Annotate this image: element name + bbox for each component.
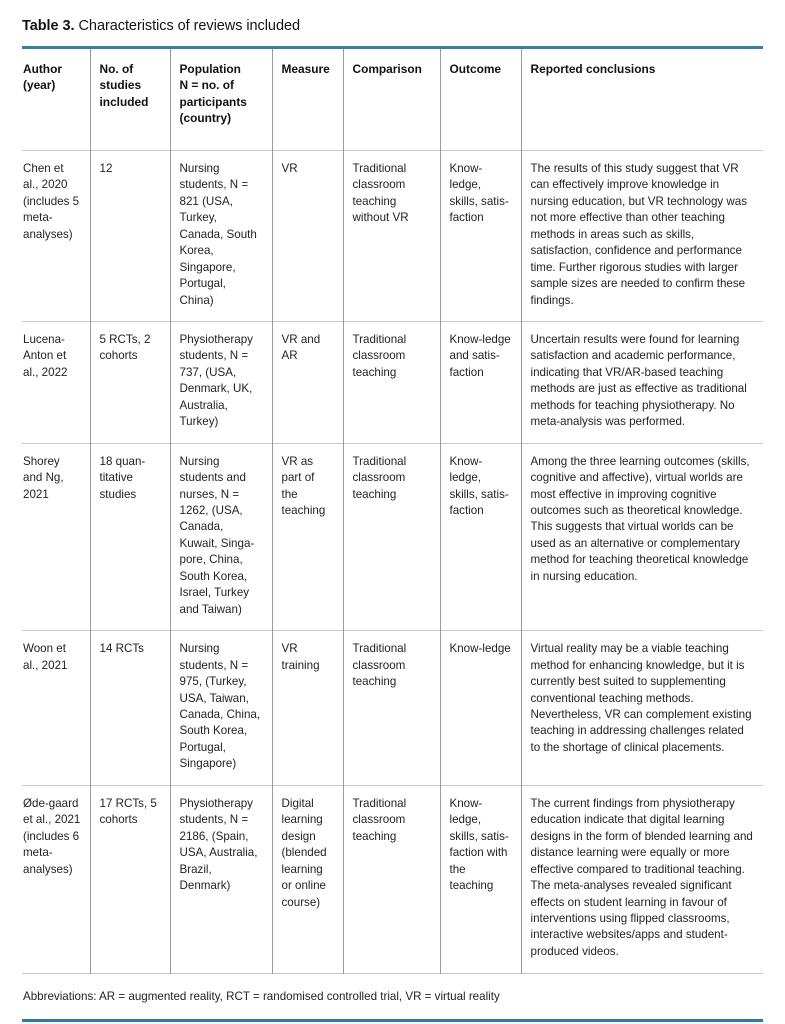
table-row xyxy=(22,321,763,443)
table-row xyxy=(22,150,763,321)
table-caption xyxy=(22,0,763,35)
cell-studies: 12 xyxy=(90,150,170,321)
cell-outcome: Know-ledge, skills, satis-faction xyxy=(440,150,521,321)
header-line: Population xyxy=(179,62,241,77)
table-caption-label: Table 3. xyxy=(22,18,75,34)
cell-population: Nursing students, N = 975, (Turkey, USA, Taiwan, Canada, China, South Korea, Portugal, Singapore) xyxy=(170,631,272,786)
column-header-measure xyxy=(272,49,343,150)
cell-author: Lucena-Anton et al., 2022 xyxy=(23,332,68,379)
cell-population: Nursing students and nurses, N = 1262, (USA, Canada, Kuwait, Singa-pore, China, South Korea, Israel, Turkey and Taiwan) xyxy=(170,443,272,631)
cell-studies: 17 RCTs, 5 cohorts xyxy=(90,785,170,974)
header-line: (year) xyxy=(23,78,56,93)
header-line: participants xyxy=(179,94,247,109)
cell-conclusions: Virtual reality may be a viable teaching method for enhancing knowledge, but it is currently best suited to supplementing conventional teaching methods. Nevertheless, VR can complement existing teaching in addressing challenges related to the shortage of clinical placements. xyxy=(521,631,763,786)
cell-conclusions: Among the three learning outcomes (skills, cognitive and affective), virtual worlds are most effective in improving cognitive outcomes such as theoretical knowledge. This suggests that virtual worlds can be used as an alternative or complementary method for teaching theoretical knowledge in nursing education. xyxy=(521,443,763,631)
cell-measure: VR training xyxy=(272,631,343,786)
table-row xyxy=(22,631,763,786)
header-line: Author xyxy=(23,62,62,77)
table-body xyxy=(22,150,763,973)
cell-conclusions: Uncertain results were found for learning satisfaction and academic performance, indicating that VR/AR-based teaching methods are just as effective as traditional methods for teaching physiotherapy. No meta-analysis was performed. xyxy=(521,321,763,443)
cell-comparison: Traditional classroom teaching xyxy=(343,321,440,443)
header-line: (country) xyxy=(179,110,232,125)
cell-population: Physiotherapy students, N = 2186, (Spain, USA, Australia, Brazil, Denmark) xyxy=(170,785,272,974)
cell-outcome: Know-ledge and satis-faction xyxy=(440,321,521,443)
cell-comparison: Traditional classroom teaching xyxy=(343,631,440,786)
column-header-conclusions xyxy=(521,49,763,150)
cell-author: Chen et al., 2020 (includes 5 meta-analyses) xyxy=(23,161,80,241)
header-line: No. of xyxy=(99,62,134,77)
cell-measure: VR as part of the teaching xyxy=(272,443,343,631)
table-row xyxy=(22,443,763,631)
table-header-row xyxy=(22,49,763,150)
header-line: studies xyxy=(99,78,142,93)
cell-population: Nursing students, N = 821 (USA, Turkey, Canada, South Korea, Singapore, Portugal, China) xyxy=(170,150,272,321)
column-header-studies xyxy=(90,49,170,150)
table-footnote-abbreviations: Abbreviations: AR = augmented reality, RCT = randomised controlled trial, VR = virtual reality xyxy=(23,990,500,1004)
cell-measure: VR and AR xyxy=(272,321,343,443)
header-line: Reported conclusions xyxy=(530,62,656,77)
cell-measure: VR xyxy=(272,150,343,321)
cell-author: Shorey and Ng, 2021 xyxy=(23,454,64,501)
cell-studies: 14 RCTs xyxy=(90,631,170,786)
cell-outcome: Know-ledge, skills, satis-faction with the teaching xyxy=(440,785,521,974)
table-caption-text: Characteristics of reviews included xyxy=(74,18,300,34)
cell-comparison: Traditional classroom teaching xyxy=(343,443,440,631)
cell-measure: Digital learning design (blended learning or online course) xyxy=(272,785,343,974)
header-line: Comparison xyxy=(352,62,422,77)
cell-outcome: Know-ledge xyxy=(440,631,521,786)
cell-population: Physiotherapy students, N = 737, (USA, Denmark, UK, Australia, Turkey) xyxy=(170,321,272,443)
table-row xyxy=(22,785,763,974)
header-line: Measure xyxy=(281,62,330,77)
column-header-author xyxy=(22,49,90,150)
cell-comparison: Traditional classroom teaching xyxy=(343,785,440,974)
cell-studies: 18 quan-titative studies xyxy=(90,443,170,631)
cell-author: Woon et al., 2021 xyxy=(23,642,68,672)
table-header xyxy=(22,49,763,150)
cell-conclusions: The current findings from physiotherapy education indicate that digital learning designs in the form of blended learning and distance learning were equally or more effective compared to traditional teaching. The meta-analyses revealed significant effects on student learning in favour of interventions using flipped classrooms, interactive websites/apps and student-produced videos. xyxy=(521,785,763,974)
column-header-population xyxy=(170,49,272,150)
header-line: Outcome xyxy=(449,62,502,77)
column-header-comparison xyxy=(343,49,440,150)
characteristics-of-reviews-table xyxy=(22,49,763,974)
header-line: N = no. of xyxy=(179,78,234,93)
column-header-outcome xyxy=(440,49,521,150)
cell-outcome: Know-ledge, skills, satis-faction xyxy=(440,443,521,631)
header-line: included xyxy=(99,94,149,109)
cell-conclusions: The results of this study suggest that VR can effectively improve knowledge in nursing education, but VR technology was not more effective than other teaching methods in areas such as skills, satisfaction, confidence and performance time. Further rigorous studies with larger sample sizes are needed to confirm these findings. xyxy=(521,150,763,321)
table-bottom-rule xyxy=(22,1019,763,1022)
cell-author: Øde-gaard et al., 2021 (includes 6 meta-analyses) xyxy=(23,796,81,876)
cell-comparison: Traditional classroom teaching without VR xyxy=(343,150,440,321)
cell-studies: 5 RCTs, 2 cohorts xyxy=(90,321,170,443)
